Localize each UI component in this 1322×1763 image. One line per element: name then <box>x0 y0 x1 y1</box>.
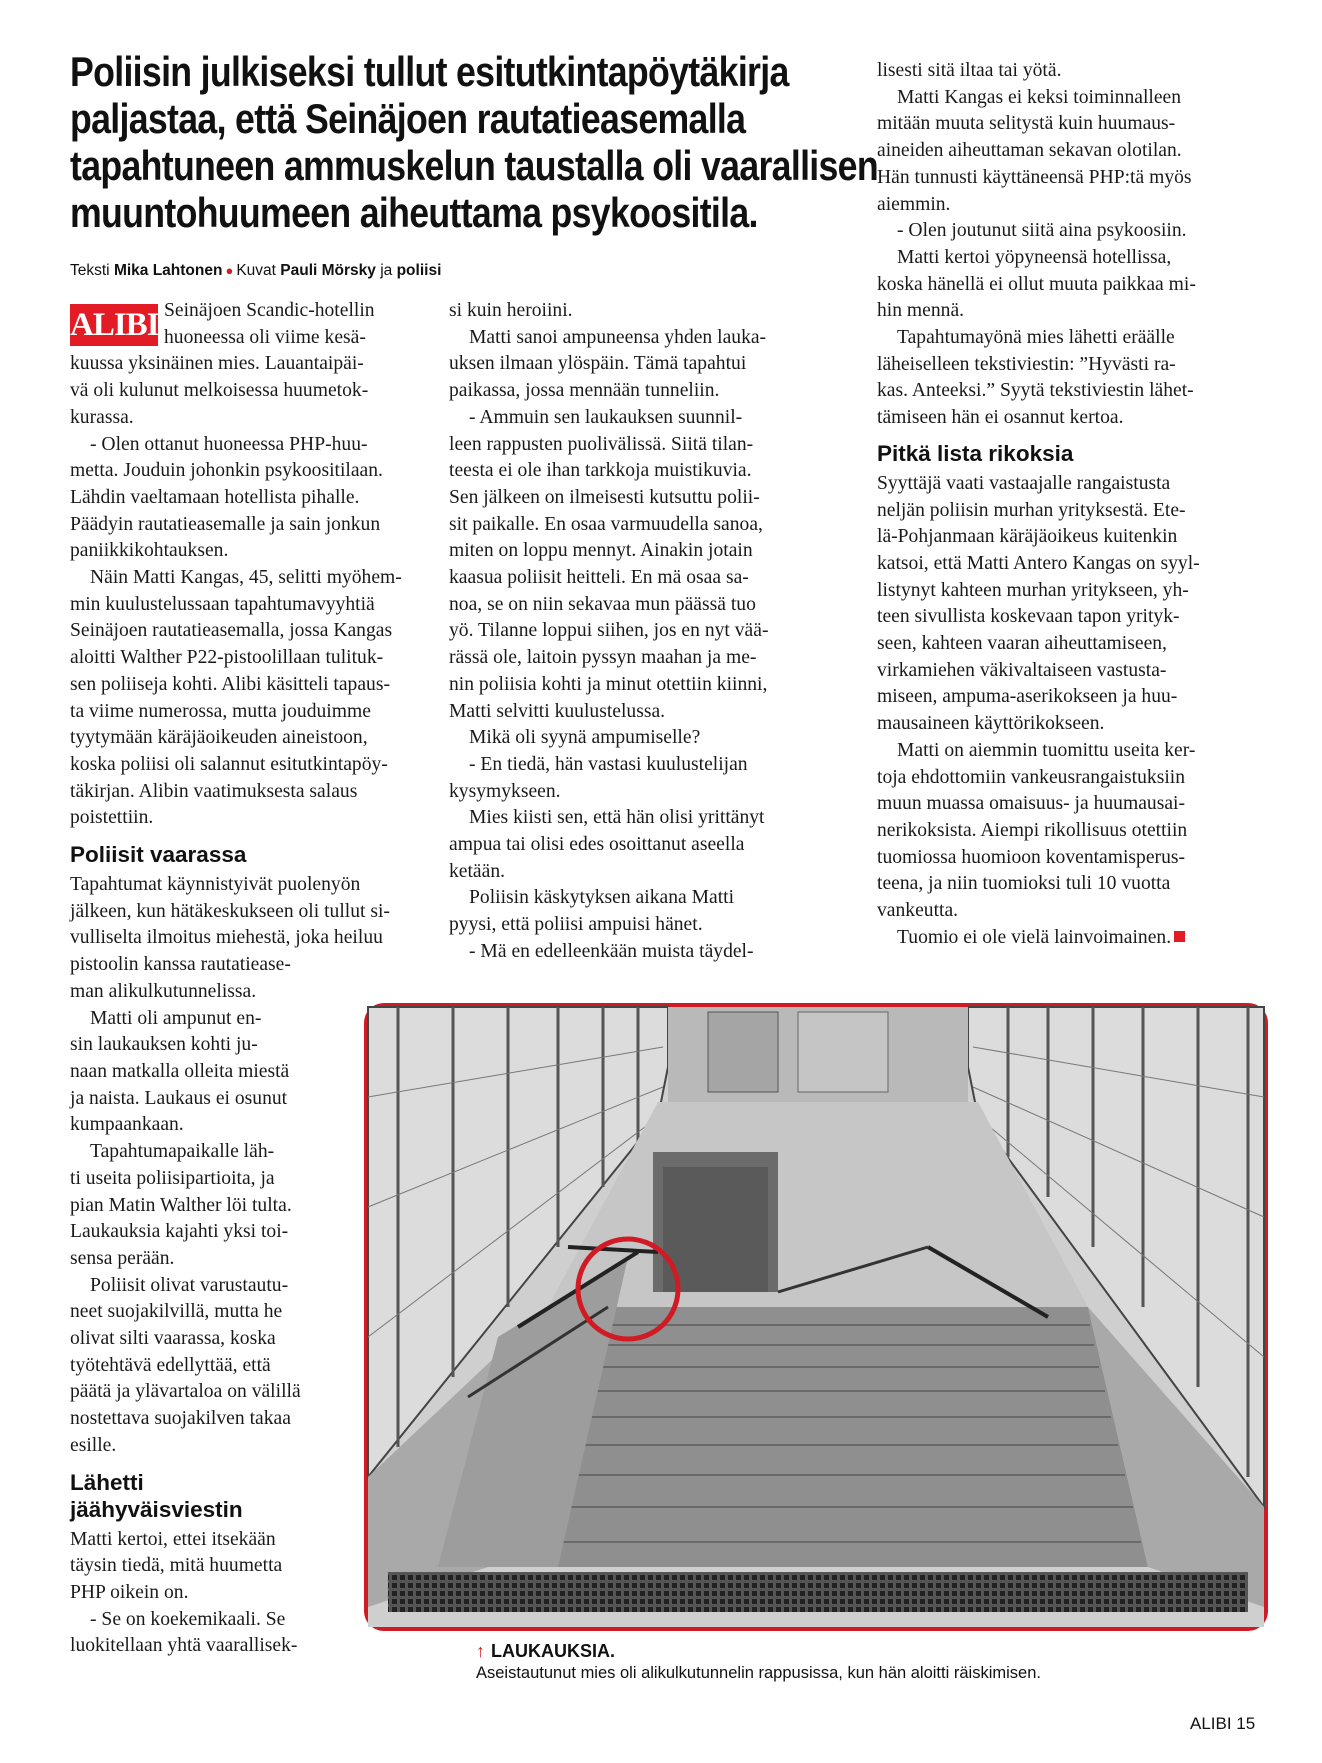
text-line: sen poliiseja kohti. Alibi käsitteli tapaus- <box>70 673 390 695</box>
text-line: yö. Tilanne loppui siihen, jos en nyt vää- <box>449 620 769 642</box>
headline <box>70 48 878 236</box>
text-line: nin poliisia kohti ja minut otettiin kiinni, <box>449 673 768 695</box>
text-line: Tapahtumapaikalle läh- <box>90 1141 275 1163</box>
text-line: Sen jälkeen on ilmeisesti kutsuttu polii- <box>449 486 760 508</box>
text-line: Mies kiisti sen, että hän olisi yrittänyt <box>469 807 765 829</box>
text-line: pian Matin Walther löi tulta. <box>70 1194 292 1216</box>
text-line: olivat silti vaarassa, koska <box>70 1328 276 1350</box>
text-line: leen rappusten puolivälissä. Siitä tilan- <box>449 433 754 455</box>
text-line: teena, ja niin tuomioksi tuli 10 vuotta <box>877 873 1171 895</box>
caption-text: Aseistautunut mies oli alikulkutunnelin rappusissa, kun hän aloitti räiskimisen. <box>476 1664 1041 1682</box>
text-line: Matti sanoi ampuneensa yhden lauka- <box>469 326 767 348</box>
text-line: päätä ja ylävartaloa on välillä <box>70 1381 301 1403</box>
text-line: sensa perään. <box>70 1247 175 1269</box>
text-line: paikassa, jossa mennään tunneliin. <box>449 380 720 402</box>
text-line: noa, se on niin sekavaa mun päässä tuo <box>449 593 756 615</box>
byline <box>70 262 441 280</box>
text-line: seen, kahteen vaaran aiheuttamiseen, <box>877 633 1167 655</box>
text-line: kurassa. <box>70 406 134 428</box>
text-line: jälkeen, kun hätäkeskukseen oli tullut si- <box>70 900 390 922</box>
text-line: vä oli kulunut melkoisessa huumetok- <box>70 380 369 402</box>
text-line: neljän poliisin murhan yrityksestä. Ete- <box>877 499 1186 521</box>
text-line: huoneessa oli viime kesä- <box>164 326 366 348</box>
text-line-content: Tuomio ei ole vielä lainvoimainen. <box>897 926 1172 948</box>
end-mark-icon <box>1174 931 1185 942</box>
text-line: ja naista. Laukaus ei osunut <box>70 1087 288 1109</box>
text-line: metta. Jouduin johonkin psykoositilaan. <box>70 460 383 482</box>
text-line: rässä ole, laitoin pyssyn maahan ja me- <box>449 647 757 669</box>
text-line: - Olen joutunut siitä aina psykoosiin. <box>897 220 1187 242</box>
text-line: vulliselta ilmoitus miehestä, joka heiluu <box>70 927 383 949</box>
text-line: miten on loppu mennyt. Ainakin jotain <box>449 540 753 562</box>
text-line: man alikulkutunnelissa. <box>70 980 257 1002</box>
headline-line: tapahtuneen ammuskelun taustalla oli vaarallisen <box>70 142 878 189</box>
text-line: aloitti Walther P22-pistoolillaan tulituk- <box>70 647 384 669</box>
subheading: Pitkä lista rikoksia <box>877 440 1074 466</box>
byline-text-label: Teksti <box>70 262 110 279</box>
text-line: täysin tiedä, mitä huumetta <box>70 1555 283 1577</box>
text-line: lisesti sitä iltaa tai yötä. <box>877 60 1062 81</box>
subheading-2 <box>70 1469 338 1523</box>
text-line: Matti on aiemmin tuomittu useita ker- <box>897 739 1196 761</box>
text-line: Matti oli ampunut en- <box>90 1007 262 1029</box>
text-line: PHP oikein on. <box>70 1581 189 1603</box>
text-line: koska poliisi oli salannut esitutkintapöy- <box>70 753 388 775</box>
text-line: kysymykseen. <box>449 780 561 802</box>
text-line: lä-Pohjanmaan käräjäoikeus kuitenkin <box>877 526 1178 548</box>
text-line: uksen ilmaan ylöspäin. Tämä tapahtui <box>449 353 747 375</box>
text-line: Matti kertoi, ettei itsekään <box>70 1528 276 1550</box>
text-line: ampua tai olisi edes osoittanut aseella <box>449 834 745 856</box>
page-folio: ALIBI 15 <box>1190 1714 1256 1733</box>
subheading: Poliisit vaarassa <box>70 842 247 868</box>
text-line: ketään. <box>449 860 506 882</box>
text-line: - Olen ottanut huoneessa PHP-huu- <box>90 433 368 455</box>
text-line: - Mä en edelleenkään muista täydel- <box>469 940 754 962</box>
headline-line: muuntohuumeen aiheuttama psykoositila. <box>70 189 758 236</box>
text-line: Syyttäjä vaati vastaajalle rangaistusta <box>877 472 1171 494</box>
text-line: virkamiehen väkivaltaiseen vastusta- <box>877 659 1167 681</box>
text-line: Poliisin käskytyksen aikana Matti <box>469 887 735 909</box>
caption-title <box>476 1641 615 1662</box>
text-line: kuussa yksinäinen mies. Lauantaipäi- <box>70 353 364 375</box>
article-column-2 <box>449 298 844 966</box>
text-line: sit paikalle. En osaa varmuudella sanoa, <box>449 513 763 535</box>
staircase-photo-drawing <box>368 1007 1264 1627</box>
text-line: ti useita poliisipartioita, ja <box>70 1167 275 1189</box>
text-line: läheiselleen tekstiviestin: ”Hyvästi ra- <box>877 353 1176 375</box>
text-line: kumpaankaan. <box>70 1114 184 1136</box>
text-line: vankeutta. <box>877 900 959 922</box>
text-line: nerikoksista. Aiempi rikollisuus otettiin <box>877 819 1188 841</box>
text-line: tuomiossa huomioon koventamisperus- <box>877 846 1186 868</box>
text-line: esille. <box>70 1434 117 1456</box>
text-line: kaasua poliisit heitteli. En mä osaa sa- <box>449 567 749 589</box>
subheading-line: jäähyväisviestin <box>70 1496 243 1522</box>
text-line: poistettiin. <box>70 807 154 829</box>
text-line: listynyt kahteen murhan yritykseen, yh- <box>877 579 1189 601</box>
byline-author: Mika Lahtonen <box>113 262 223 279</box>
text-line: naan matkalla olleita miestä <box>70 1060 290 1082</box>
staircase-photo <box>364 1003 1268 1631</box>
text-line: Seinäjoen Scandic-hotellin <box>164 300 375 321</box>
alibi-logo: ALIBI <box>70 304 158 346</box>
text-line: Hän tunnusti käyttäneensä PHP:tä myös <box>877 166 1192 188</box>
text-line: pistoolin kanssa rautatiease- <box>70 954 291 976</box>
text-line: Matti kertoi yöpyneensä hotellissa, <box>897 246 1172 268</box>
text-line: - Se on koekemikaali. Se <box>90 1608 286 1630</box>
text-line: tämiseen hän ei osannut kertoa. <box>877 407 1124 429</box>
headline-line: Poliisin julkiseksi tullut esitutkintapöytäkirja <box>70 48 789 95</box>
text-line: Päädyin rautatieasemalle ja sain jonkun <box>70 513 381 535</box>
text-line: ta viime numerossa, mutta jouduimme <box>70 700 371 722</box>
text-line <box>877 925 1273 952</box>
article-column-3 <box>877 58 1273 952</box>
text-line: Poliisit olivat varustautu- <box>90 1274 289 1296</box>
text-line: Tapahtumat käynnistyivät puolenyön <box>70 874 361 896</box>
text-line: luokitellaan yhtä vaarallisek- <box>70 1635 298 1657</box>
text-line: miseen, ampuma-aserikokseen ja huu- <box>877 686 1178 708</box>
text-line: Seinäjoen rautatieasemalla, jossa Kangas <box>70 620 393 642</box>
text-line: Laukauksia kajahti yksi toi- <box>70 1221 289 1243</box>
byline-other: poliisi <box>396 262 442 279</box>
text-line: nostettava suojakilven takaa <box>70 1408 291 1430</box>
byline-photos-label: Kuvat <box>236 262 276 279</box>
headline-line: paljastaa, että Seinäjoen rautatieasemalla <box>70 95 746 142</box>
text-line: katsoi, että Matti Antero Kangas on syyl- <box>877 552 1200 574</box>
caption-title-text: LAUKAUKSIA. <box>491 1641 615 1661</box>
text-line: aiemmin. <box>877 193 951 215</box>
text-line: teen sivullista koskevaan tapon yrityk- <box>877 606 1180 628</box>
text-line: si kuin heroiini. <box>449 300 573 321</box>
arrow-up-icon: ↑ <box>476 1641 485 1661</box>
text-line: työtehtävä edellyttää, että <box>70 1354 271 1376</box>
text-line: mitään muuta selitystä kuin huumaus- <box>877 113 1176 135</box>
text-line: sin laukauksen kohti ju- <box>70 1034 258 1056</box>
byline-photographer: Pauli Mörsky <box>280 262 376 279</box>
text-line: mausaineen käyttörikokseen. <box>877 713 1105 735</box>
text-line: tyytymään käräjäoikeuden aineistoon, <box>70 727 368 749</box>
text-line: Matti Kangas ei keksi toiminnalleen <box>897 86 1182 108</box>
bullet-dot-icon: ● <box>225 263 234 278</box>
text-line: Lähdin vaeltamaan hotellista pihalle. <box>70 486 360 508</box>
text-line: Tapahtumayönä mies lähetti eräälle <box>897 327 1175 349</box>
text-line: pyysi, että poliisi ampuisi hänet. <box>449 914 703 936</box>
text-line: Mikä oli syynä ampumiselle? <box>469 727 701 749</box>
text-line: paniikkikohtauksen. <box>70 540 229 562</box>
text-line: kas. Anteeksi.” Syytä tekstiviestin lähet- <box>877 380 1194 402</box>
text-line: koska hänellä ei ollut muuta paikkaa mi- <box>877 273 1196 295</box>
text-line: Näin Matti Kangas, 45, selitti myöhem- <box>90 567 402 589</box>
text-line: neet suojakilvillä, mutta he <box>70 1301 283 1323</box>
text-line: - Ammuin sen laukauksen suunnil- <box>469 406 743 428</box>
subheading-line: Lähetti <box>70 1469 144 1495</box>
text-line: Matti selvitti kuulustelussa. <box>449 700 666 722</box>
text-line: toja ehdottomiin vankeusrangaistuksiin <box>877 766 1186 788</box>
text-line: täkirjan. Alibin vaatimuksesta salaus <box>70 780 358 802</box>
byline-and: ja <box>380 262 393 279</box>
text-line: muun muassa omaisuus- ja huumausai- <box>877 793 1186 815</box>
text-line: min kuulustelussaan tapahtumavyyhtiä <box>70 593 375 615</box>
text-line: hin mennä. <box>877 300 965 322</box>
text-line: - En tiedä, hän vastasi kuulustelijan <box>469 753 748 775</box>
article-column-1 <box>70 298 402 1660</box>
text-line: aineiden aiheuttaman sekavan olotilan. <box>877 140 1182 162</box>
text-line: teesta ei ole ihan tarkkoja muistikuvia. <box>449 460 752 482</box>
